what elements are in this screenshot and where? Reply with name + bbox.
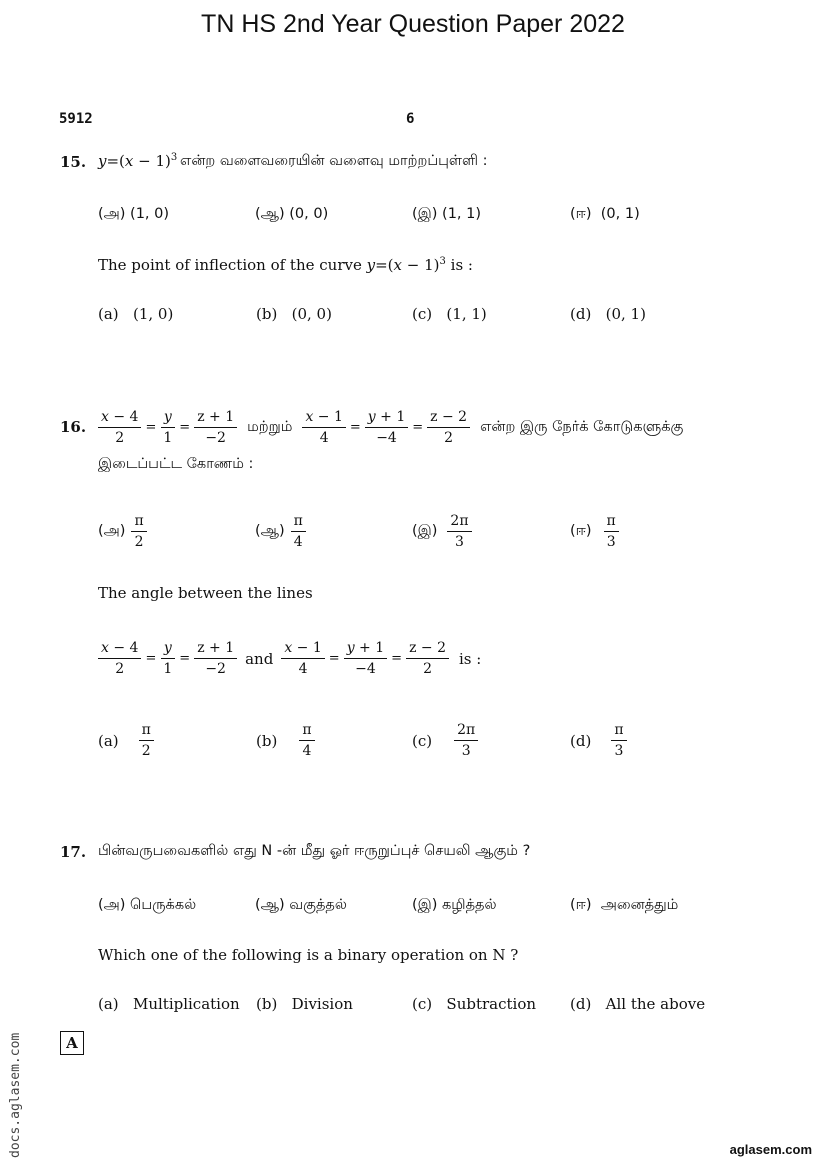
q15-equation: $y=(x - 1)^3$ bbox=[98, 152, 178, 170]
q15-ta-opt-b: (ஆ) (0, 0) bbox=[255, 206, 329, 222]
q16-en-opt-c: (c) $\frac{2\pi}{3}$ bbox=[412, 723, 478, 758]
q16-tamil-text: இடைப்பட்ட கோணம் : bbox=[98, 456, 254, 472]
q16-ta-opt-a: (அ) $\frac{\pi}{2}$ bbox=[98, 514, 147, 549]
q16-ta-opt-b: (ஆ) $\frac{\pi}{4}$ bbox=[255, 514, 306, 549]
q16-ta-opt-c: (இ) $\frac{2\pi}{3}$ bbox=[412, 514, 472, 549]
q17-tamil-text: பின்வருபவைகளில் எது N -ன் மீது ஓர் ஈருறுப்புச் செயலி ஆகும் ? bbox=[98, 843, 531, 859]
q16-ta-opt-d: (ஈ) $\frac{\pi}{3}$ bbox=[570, 514, 619, 549]
q17-en-opt-d: (d) All the above bbox=[570, 995, 706, 1013]
page-header-title: TN HS 2nd Year Question Paper 2022 bbox=[201, 10, 625, 38]
q15-ta-opt-d: (ஈ) (0, 1) bbox=[570, 206, 640, 222]
q16-english-equation: $\frac{x - 4}{2}$ = $\frac{y}{1}$ = $\frac{z + 1}{-2}$ and $\frac{x - 1}{4}$ = $\frac{y + 1}{-4}$ = $\frac{z - 2}{2}$ is : bbox=[98, 641, 481, 676]
q15-en-opt-a: (a) (1, 0) bbox=[98, 305, 174, 323]
question-number: 17. bbox=[60, 843, 87, 861]
version-box: A bbox=[60, 1031, 84, 1055]
q17-ta-opt-c: (இ) கழித்தல் bbox=[412, 897, 497, 913]
q15-en-opt-c: (c) (1, 1) bbox=[412, 305, 487, 323]
question-number: 15. bbox=[60, 153, 87, 171]
q15-english-text: The point of inflection of the curve $y=(x - 1)^3$ is : bbox=[98, 256, 473, 274]
q17-ta-opt-b: (ஆ) வகுத்தல் bbox=[255, 897, 347, 913]
q15-ta-opt-c: (இ) (1, 1) bbox=[412, 206, 482, 222]
q16-tamil-equation: $\frac{x - 4}{2}$ = $\frac{y}{1}$ = $\frac{z + 1}{-2}$ மற்றும் $\frac{x - 1}{4}$ = $\frac{y + 1}{-4}$ = $\frac{z - 2}{2}$ என்ற இரு நேர்க் கோடுகளுக்கு bbox=[98, 410, 683, 445]
paper-code: 5912 bbox=[59, 111, 93, 127]
q16-english-text: The angle between the lines bbox=[98, 584, 313, 602]
q17-en-opt-a: (a) Multiplication bbox=[98, 995, 240, 1013]
q16-en-opt-d: (d) $\frac{\pi}{3}$ bbox=[570, 723, 627, 758]
q16-en-opt-b: (b) $\frac{\pi}{4}$ bbox=[256, 723, 315, 758]
q17-english-text: Which one of the following is a binary operation on N ? bbox=[98, 946, 519, 964]
footer-site[interactable]: aglasem.com bbox=[729, 1142, 812, 1157]
q17-ta-opt-a: (அ) பெருக்கல் bbox=[98, 897, 197, 913]
question-number: 16. bbox=[60, 418, 87, 436]
q17-ta-opt-d: (ஈ) அனைத்தும் bbox=[570, 897, 679, 913]
side-watermark: docs.aglasem.com bbox=[8, 1032, 23, 1158]
q17-en-opt-c: (c) Subtraction bbox=[412, 995, 537, 1013]
q16-en-opt-a: (a) $\frac{\pi}{2}$ bbox=[98, 723, 154, 758]
q15-tamil-text: என்ற வளைவரையின் வளைவு மாற்றப்புள்ளி : bbox=[180, 153, 488, 169]
q15-en-opt-d: (d) (0, 1) bbox=[570, 305, 646, 323]
q15-en-opt-b: (b) (0, 0) bbox=[256, 305, 332, 323]
page-number: 6 bbox=[406, 111, 415, 127]
q15-ta-opt-a: (அ) (1, 0) bbox=[98, 206, 170, 222]
q17-en-opt-b: (b) Division bbox=[256, 995, 353, 1013]
